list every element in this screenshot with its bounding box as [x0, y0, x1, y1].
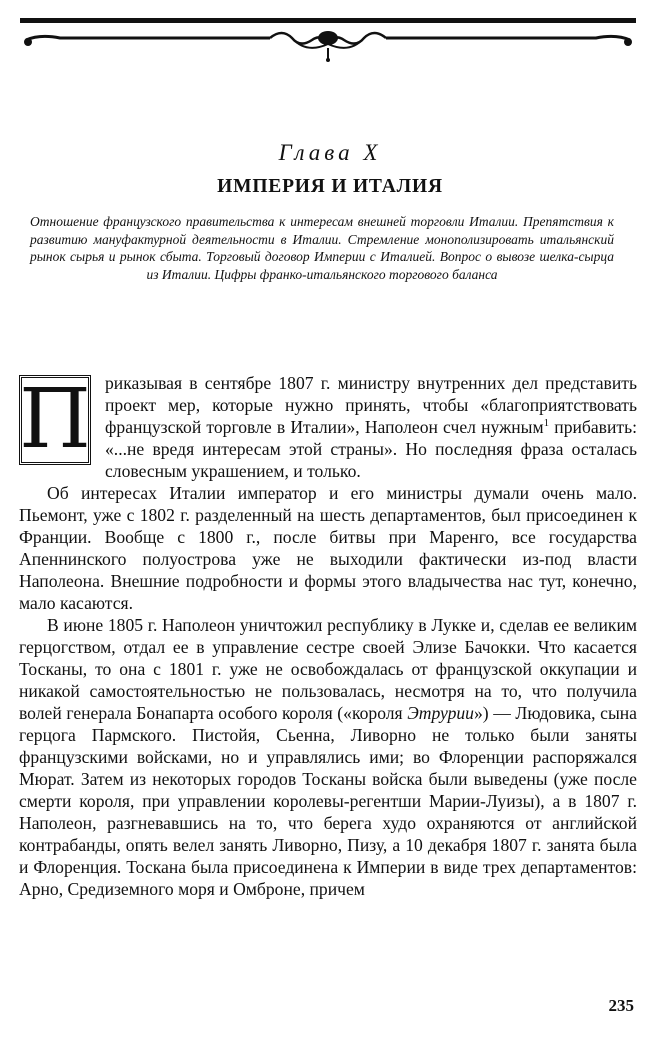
page-number: 235 — [608, 996, 634, 1015]
chapter-title: ИМПЕРИЯ И ИТАЛИЯ — [217, 176, 443, 197]
paragraph-3-text-cont: ») — Людовика, сына герцога Пармского. Пистойя, Сьенна, Ливорно не только были заняты французскими войсками, но и управлялись ими; во Флоренции распоряжался Мюрат. Затем из некоторых городов Тосканы войска были выведены (уже после смерти короля, при управлении королевы-регентши Марии-Луизы), а в 1807 г. Наполеон, разгневавшись на то, что берега худо охраняются от английской контрабанды, опять велел занять Ливорно, Пизу, а 10 декабря 1807 г. занята была и Флоренция. Тоскана была присоединена к Империи в виде трех департаментов: Арно, Средиземного моря и Омброне, причем — [19, 703, 637, 899]
drop-cap: П — [19, 372, 91, 467]
ornamental-headpiece — [20, 14, 636, 66]
paragraph-1 — [19, 372, 637, 482]
abstract-text: Отношение французского правительства к интересам внешней торговли Италии. Препятствия к развитию мануфактурной деятельности в Италии. Стремление монополизировать итальянский рынок сырья и рынок сбыта. Торговый договор Империи с Италией. Вопрос о вывозе шелка-сырца из Италии. Цифры франко-итальянского торгового баланса — [30, 214, 614, 282]
paragraph-3-text: В июне 1805 г. Наполеон уничтожил республику в Лукке и, сделав ее великим герцогством, отдал ее в управление сестре своей Элизе Бачокки. Что касается Тосканы, то она с 1801 г. уже не освобождалась от французской оккупации и никакой самостоятельностью не пользовалась, несмотря на то, что получила волей генерала Бонапарта особого короля («короля — [19, 615, 637, 723]
footnote-marker: 1 — [543, 417, 550, 430]
paragraph-3 — [19, 614, 637, 900]
italic-term: Этрурии — [407, 703, 474, 723]
chapter-abstract — [30, 213, 614, 283]
paragraph-1-text-cont: прибавить: «...не вредя интересам этой страны». Но последняя фраза осталась словесным украшением, и только. — [105, 417, 637, 481]
paragraph-2: Об интересах Италии император и его министры думали очень мало. Пьемонт, уже с 1802 г. разделенный на шесть департаментов, был присоединен к Франции. Вообще с 1800 г., после битвы при Маренго, все государства Апеннинского полуострова уже не выходили фактически из-под власти Наполеона. Внешние подробности и формы этого владычества нас тут, конечно, мало касаются. — [19, 483, 637, 613]
body-text — [19, 372, 637, 900]
paragraph-1-text: риказывая в сентябре 1807 г. министру внутренних дел представить проект мер, которые нужно принять, чтобы «благоприятствовать французской торговле в Италии», Наполеон счел нужным — [105, 373, 637, 437]
chapter-number: Глава X — [278, 140, 382, 165]
